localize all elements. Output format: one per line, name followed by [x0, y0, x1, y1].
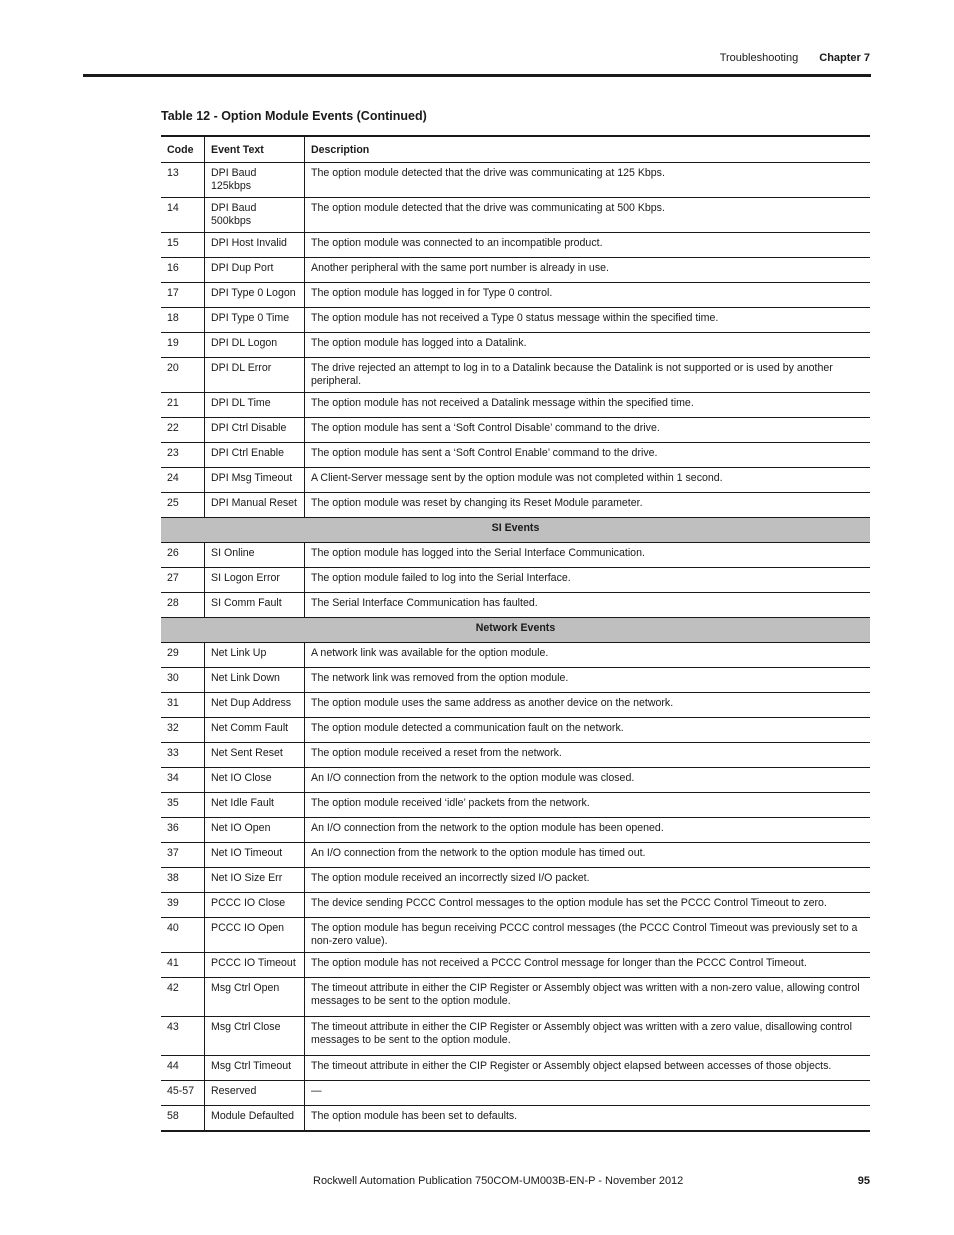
cell-description: Another peripheral with the same port number is already in use.	[311, 262, 609, 274]
cell-event-text: Net IO Timeout	[205, 843, 305, 868]
column-header-code: Code	[161, 136, 205, 163]
cell-description: The option module has been set to defaults.	[311, 1110, 518, 1122]
table-row	[161, 493, 870, 518]
cell-code: 16	[161, 258, 205, 283]
cell-event-text: DPI Type 0 Logon	[205, 283, 305, 308]
cell-code: 31	[161, 693, 205, 718]
cell-event-text: DPI Baud 500kbps	[205, 198, 305, 233]
cell-code: 23	[161, 443, 205, 468]
cell-description: The option module detected that the drive was communicating at 125 Kbps.	[311, 167, 665, 179]
cell-event-text: SI Online	[205, 543, 305, 568]
cell-description: The option module has logged into the Serial Interface Communication.	[311, 547, 645, 559]
cell-description: The option module received a reset from the network.	[311, 747, 562, 759]
section-label: SI Events	[491, 522, 540, 534]
section-label: Network Events	[475, 622, 556, 634]
cell-description: The option module has not received a Datalink message within the specified time.	[311, 397, 694, 409]
cell-event-text: DPI Type 0 Time	[205, 308, 305, 333]
cell-event-text: Msg Ctrl Close	[205, 1017, 305, 1056]
table-row	[161, 668, 870, 693]
cell-code: 33	[161, 743, 205, 768]
cell-description: The option module detected a communication fault on the network.	[311, 722, 624, 734]
cell-description: The option module has not received a PCCC Control message for longer than the PCCC Control Timeout.	[311, 957, 807, 969]
cell-description: The device sending PCCC Control messages to the option module has set the PCCC Control Timeout to zero.	[311, 897, 827, 909]
table-row	[161, 198, 870, 233]
table-row	[161, 258, 870, 283]
cell-event-text: Net Link Up	[205, 643, 305, 668]
cell-code: 44	[161, 1056, 205, 1081]
table-row	[161, 443, 870, 468]
table-row	[161, 743, 870, 768]
cell-code: 17	[161, 283, 205, 308]
publication-info: Rockwell Automation Publication 750COM-UM003B-EN-P - November 2012	[313, 1175, 684, 1187]
table-row	[161, 543, 870, 568]
cell-code: 34	[161, 768, 205, 793]
cell-event-text: DPI DL Error	[205, 358, 305, 393]
cell-event-text: Net Idle Fault	[205, 793, 305, 818]
cell-description: The option module has logged into a Datalink.	[311, 337, 527, 349]
cell-code: 13	[161, 163, 205, 198]
cell-description: The timeout attribute in either the CIP Register or Assembly object elapsed between accesses of those objects.	[311, 1060, 832, 1072]
table-row	[161, 643, 870, 668]
cell-event-text: Module Defaulted	[205, 1106, 305, 1131]
cell-description: A network link was available for the option module.	[311, 647, 549, 659]
cell-description: The timeout attribute in either the CIP Register or Assembly object was written with a zero value, disallowing control messages to be sent to the option module.	[311, 1021, 852, 1046]
cell-code: 22	[161, 418, 205, 443]
cell-code: 32	[161, 718, 205, 743]
cell-code: 41	[161, 953, 205, 978]
table-header-row	[161, 136, 870, 163]
cell-event-text: Msg Ctrl Open	[205, 978, 305, 1017]
cell-code: 37	[161, 843, 205, 868]
table-row	[161, 393, 870, 418]
cell-description: The drive rejected an attempt to log in to a Datalink because the Datalink is not supported or is used by another peripheral.	[311, 362, 833, 387]
cell-description: The Serial Interface Communication has faulted.	[311, 597, 538, 609]
cell-event-text: DPI Ctrl Disable	[205, 418, 305, 443]
cell-event-text: DPI Msg Timeout	[205, 468, 305, 493]
cell-code: 14	[161, 198, 205, 233]
table-row	[161, 718, 870, 743]
chapter-label: Chapter 7	[819, 52, 870, 64]
cell-event-text: SI Logon Error	[205, 568, 305, 593]
cell-code: 18	[161, 308, 205, 333]
cell-description: The option module has sent a ‘Soft Control Enable’ command to the drive.	[311, 447, 658, 459]
table-row	[161, 893, 870, 918]
table-row	[161, 308, 870, 333]
cell-code: 39	[161, 893, 205, 918]
page-number: 95	[857, 1175, 870, 1187]
table-row	[161, 163, 870, 198]
table-row	[161, 818, 870, 843]
cell-description: The option module received ‘idle’ packets from the network.	[311, 797, 590, 809]
section-header-row	[161, 618, 870, 643]
cell-event-text: PCCC IO Close	[205, 893, 305, 918]
table-row	[161, 793, 870, 818]
cell-description: The timeout attribute in either the CIP Register or Assembly object was written with a non-zero value, allowing control messages to be sent to the option module.	[311, 982, 860, 1007]
cell-event-text: Net IO Close	[205, 768, 305, 793]
cell-event-text: DPI DL Logon	[205, 333, 305, 358]
cell-code: 20	[161, 358, 205, 393]
cell-description: An I/O connection from the network to the option module has been opened.	[311, 822, 664, 834]
cell-event-text: Net Sent Reset	[205, 743, 305, 768]
table-row	[161, 333, 870, 358]
cell-event-text: DPI Host Invalid	[205, 233, 305, 258]
cell-code: 29	[161, 643, 205, 668]
cell-code: 42	[161, 978, 205, 1017]
table-row	[161, 693, 870, 718]
cell-event-text: Reserved	[205, 1081, 305, 1106]
column-header-event-text: Event Text	[205, 136, 305, 163]
cell-event-text: Net Dup Address	[205, 693, 305, 718]
cell-description: An I/O connection from the network to the option module was closed.	[311, 772, 635, 784]
table-row	[161, 1056, 870, 1081]
cell-description: The option module uses the same address as another device on the network.	[311, 697, 674, 709]
cell-description: The option module has sent a ‘Soft Control Disable’ command to the drive.	[311, 422, 660, 434]
cell-code: 21	[161, 393, 205, 418]
table-row	[161, 918, 870, 953]
column-header-description: Description	[311, 143, 370, 156]
cell-code: 45-57	[161, 1081, 205, 1106]
cell-code: 58	[161, 1106, 205, 1131]
cell-description: An I/O connection from the network to the option module has timed out.	[311, 847, 646, 859]
cell-description: The option module detected that the drive was communicating at 500 Kbps.	[311, 202, 665, 214]
page-header	[720, 52, 870, 64]
header-rule	[83, 74, 871, 77]
cell-event-text: Net Comm Fault	[205, 718, 305, 743]
table-row	[161, 1017, 870, 1056]
cell-code: 35	[161, 793, 205, 818]
cell-description: A Client-Server message sent by the option module was not completed within 1 second.	[311, 472, 723, 484]
cell-code: 30	[161, 668, 205, 693]
table-row	[161, 358, 870, 393]
table-row	[161, 978, 870, 1017]
cell-code: 28	[161, 593, 205, 618]
cell-event-text: Net IO Size Err	[205, 868, 305, 893]
cell-event-text: Net IO Open	[205, 818, 305, 843]
table-row	[161, 468, 870, 493]
section-header-row	[161, 518, 870, 543]
cell-description: The option module was reset by changing its Reset Module parameter.	[311, 497, 643, 509]
events-table	[161, 135, 870, 1132]
cell-event-text: Msg Ctrl Timeout	[205, 1056, 305, 1081]
table-row	[161, 953, 870, 978]
table-row	[161, 1106, 870, 1131]
cell-description: The option module failed to log into the Serial Interface.	[311, 572, 571, 584]
table-row	[161, 768, 870, 793]
cell-description: The option module was connected to an incompatible product.	[311, 237, 603, 249]
cell-event-text: DPI DL Time	[205, 393, 305, 418]
table-row	[161, 418, 870, 443]
cell-code: 43	[161, 1017, 205, 1056]
cell-description: The option module received an incorrectly sized I/O packet.	[311, 872, 590, 884]
table-row	[161, 233, 870, 258]
cell-event-text: PCCC IO Timeout	[205, 953, 305, 978]
cell-event-text: Net Link Down	[205, 668, 305, 693]
cell-code: 24	[161, 468, 205, 493]
cell-description: —	[311, 1085, 322, 1097]
cell-event-text: PCCC IO Open	[205, 918, 305, 953]
cell-code: 19	[161, 333, 205, 358]
cell-code: 36	[161, 818, 205, 843]
table-body	[161, 163, 870, 1131]
table-row	[161, 1081, 870, 1106]
cell-code: 40	[161, 918, 205, 953]
table-row	[161, 568, 870, 593]
cell-code: 26	[161, 543, 205, 568]
cell-code: 27	[161, 568, 205, 593]
section-name: Troubleshooting	[719, 52, 799, 64]
cell-event-text: SI Comm Fault	[205, 593, 305, 618]
cell-code: 15	[161, 233, 205, 258]
cell-event-text: DPI Ctrl Enable	[205, 443, 305, 468]
cell-description: The option module has begun receiving PCCC control messages (the PCCC Control Timeout was previously set to a non-zero value).	[311, 922, 858, 947]
cell-code: 38	[161, 868, 205, 893]
table-row	[161, 283, 870, 308]
table-row	[161, 593, 870, 618]
cell-event-text: DPI Baud 125kbps	[205, 163, 305, 198]
cell-event-text: DPI Manual Reset	[205, 493, 305, 518]
cell-description: The option module has not received a Type 0 status message within the specified time.	[311, 312, 719, 324]
table-row	[161, 843, 870, 868]
cell-event-text: DPI Dup Port	[205, 258, 305, 283]
table-title: Table 12 - Option Module Events (Continued)	[161, 109, 427, 123]
cell-description: The option module has logged in for Type 0 control.	[311, 287, 553, 299]
cell-code: 25	[161, 493, 205, 518]
cell-description: The network link was removed from the option module.	[311, 672, 569, 684]
table-row	[161, 868, 870, 893]
